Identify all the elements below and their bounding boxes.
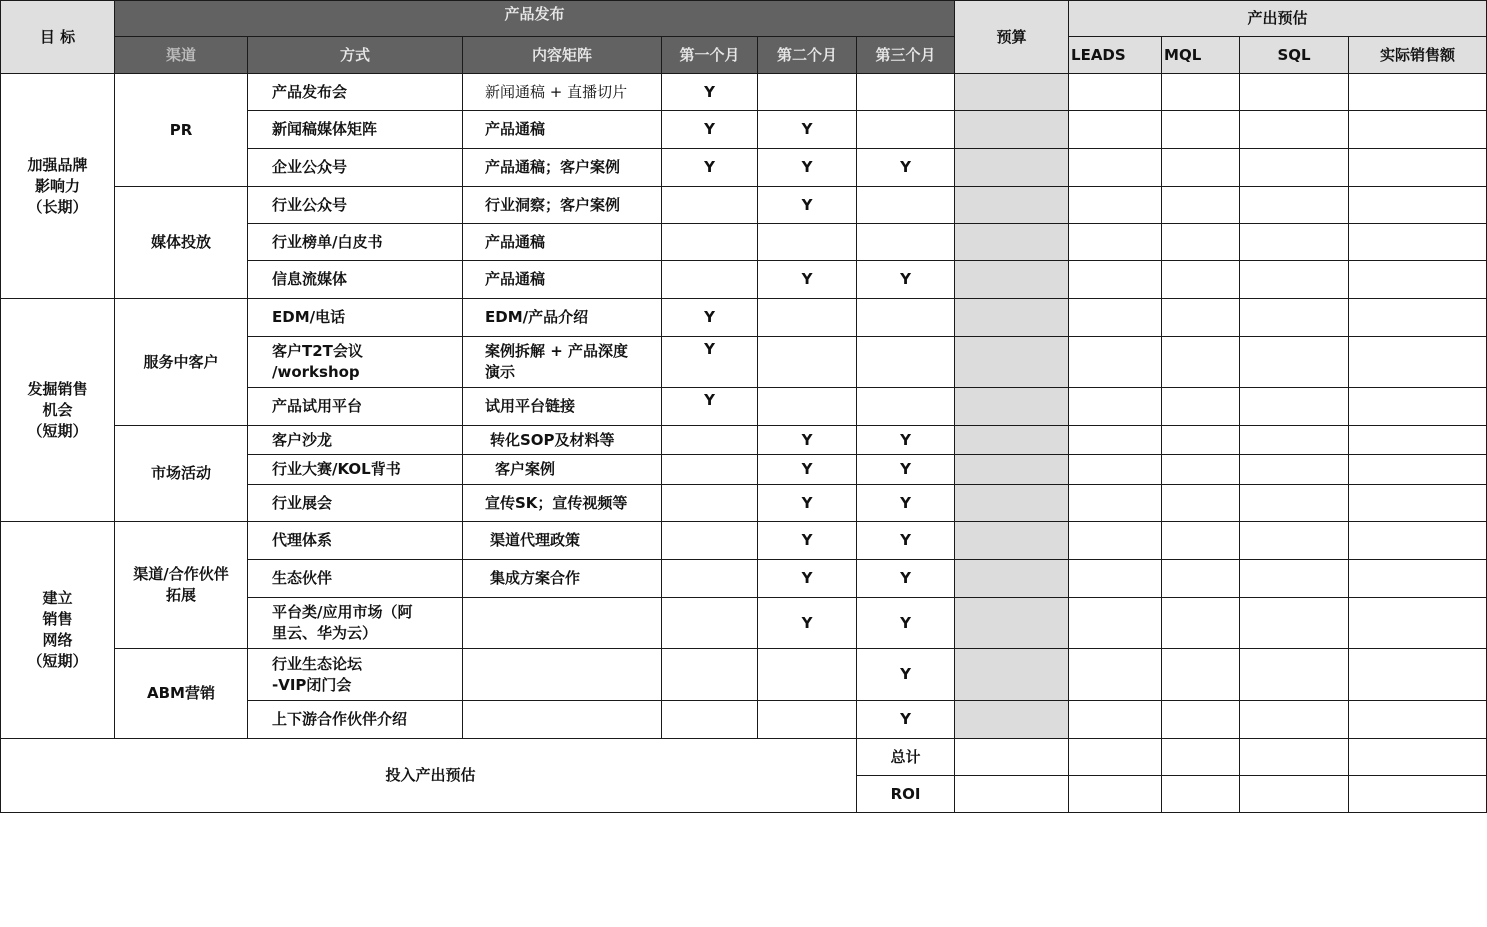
sql-cell[interactable] [1240,426,1349,455]
leads-cell[interactable] [1069,224,1162,261]
budget-cell[interactable] [955,426,1069,455]
leads-cell[interactable] [1069,337,1162,388]
sql-cell[interactable] [1240,649,1349,701]
content-cell: EDM/产品介绍 [463,299,662,337]
budget-cell[interactable] [955,388,1069,426]
table-row [1,522,1487,560]
sql-cell[interactable] [1240,74,1349,111]
goal-header: 目 标 [1,1,115,74]
sql-cell[interactable] [1240,485,1349,522]
leads-cell[interactable] [1069,701,1162,739]
method-cell: 企业公众号 [248,149,463,187]
actual-sales-cell[interactable] [1349,224,1487,261]
leads-cell[interactable] [1069,74,1162,111]
mql-header: MQL [1162,37,1240,74]
month3-cell [857,111,955,149]
month1-cell [662,560,758,598]
sql-cell[interactable] [1240,598,1349,649]
roi-budget-cell[interactable] [955,776,1069,813]
content-cell: 产品通稿 [463,261,662,299]
mql-cell[interactable] [1162,426,1240,455]
actual-sales-cell[interactable] [1349,560,1487,598]
actual-sales-cell[interactable] [1349,299,1487,337]
budget-cell[interactable] [955,261,1069,299]
method-cell: EDM/电话 [248,299,463,337]
month3-cell: Y [857,485,955,522]
channel-pr: PR [115,74,248,187]
content-cell: 渠道代理政策 [463,522,662,560]
month1-cell [662,485,758,522]
budget-cell[interactable] [955,649,1069,701]
mql-cell[interactable] [1162,649,1240,701]
month2-cell [758,299,857,337]
budget-cell[interactable] [955,701,1069,739]
mql-cell[interactable] [1162,337,1240,388]
sql-cell[interactable] [1240,560,1349,598]
total-budget-cell[interactable] [955,739,1069,776]
channel-abm: ABM营销 [115,649,248,739]
month3-cell [857,74,955,111]
month1-cell [662,522,758,560]
month1-cell [662,224,758,261]
month1-cell [662,261,758,299]
content-cell: 产品通稿；客户案例 [463,149,662,187]
leads-cell[interactable] [1069,299,1162,337]
actual-sales-cell[interactable] [1349,74,1487,111]
month1-cell [662,598,758,649]
method-cell: 行业榜单/白皮书 [248,224,463,261]
budget-cell[interactable] [955,455,1069,485]
content-cell: 客户案例 [463,455,662,485]
table-row [1,649,1487,701]
budget-cell[interactable] [955,485,1069,522]
content-cell: 宣传SK；宣传视频等 [463,485,662,522]
roi-label: ROI [857,776,955,813]
mql-cell[interactable] [1162,455,1240,485]
month3-cell: Y [857,598,955,649]
leads-cell[interactable] [1069,426,1162,455]
month3-header: 第三个月 [857,37,955,74]
month3-cell: Y [857,560,955,598]
content-cell: 行业洞察；客户案例 [463,187,662,224]
month1-cell: Y [662,74,758,111]
total-sales-cell[interactable] [1349,739,1487,776]
actual-sales-cell[interactable] [1349,455,1487,485]
roi-leads-cell[interactable] [1069,776,1162,813]
budget-cell[interactable] [955,224,1069,261]
mql-cell[interactable] [1162,522,1240,560]
month2-cell [758,224,857,261]
method-cell: 行业展会 [248,485,463,522]
actual-sales-cell[interactable] [1349,337,1487,388]
month2-cell: Y [758,522,857,560]
channel-media: 媒体投放 [115,187,248,299]
method-cell: 代理体系 [248,522,463,560]
method-cell: 上下游合作伙伴介绍 [248,701,463,739]
leads-cell[interactable] [1069,560,1162,598]
total-leads-cell[interactable] [1069,739,1162,776]
content-cell: 转化SOP及材料等 [463,426,662,455]
month1-cell [662,649,758,701]
method-cell: 平台类/应用市场（阿 里云、华为云） [248,598,463,649]
actual-sales-cell[interactable] [1349,187,1487,224]
month2-cell: Y [758,149,857,187]
method-cell: 产品发布会 [248,74,463,111]
leads-cell[interactable] [1069,388,1162,426]
month2-cell [758,337,857,388]
leads-cell[interactable] [1069,522,1162,560]
content-cell: 新闻通稿 + 直播切片 [463,74,662,111]
month2-cell: Y [758,426,857,455]
budget-cell[interactable] [955,337,1069,388]
table-row [1,74,1487,111]
sql-cell[interactable] [1240,187,1349,224]
channel-header: 渠道 [115,37,248,74]
month3-cell: Y [857,522,955,560]
sql-cell[interactable] [1240,224,1349,261]
sql-cell[interactable] [1240,455,1349,485]
total-sql-cell[interactable] [1240,739,1349,776]
method-cell: 信息流媒体 [248,261,463,299]
month1-cell [662,426,758,455]
leads-cell[interactable] [1069,187,1162,224]
budget-cell[interactable] [955,74,1069,111]
month1-cell [662,701,758,739]
method-cell: 行业生态论坛 -VIP闭门会 [248,649,463,701]
month2-header: 第二个月 [758,37,857,74]
content-cell [463,649,662,701]
month3-cell: Y [857,426,955,455]
month2-cell: Y [758,111,857,149]
leads-cell[interactable] [1069,149,1162,187]
mql-cell[interactable] [1162,111,1240,149]
mql-cell[interactable] [1162,149,1240,187]
actual-sales-header: 实际销售额 [1349,37,1487,74]
goal-brand: 加强品牌 影响力 （长期） [1,74,115,299]
budget-cell[interactable] [955,111,1069,149]
sql-cell[interactable] [1240,149,1349,187]
month3-cell: Y [857,455,955,485]
budget-cell[interactable] [955,299,1069,337]
month1-cell [662,187,758,224]
content-cell: 案例拆解 + 产品深度 演示 [463,337,662,388]
actual-sales-cell[interactable] [1349,522,1487,560]
sql-cell[interactable] [1240,522,1349,560]
content-cell [463,598,662,649]
sql-cell[interactable] [1240,299,1349,337]
actual-sales-cell[interactable] [1349,261,1487,299]
month3-cell: Y [857,649,955,701]
month3-cell: Y [857,149,955,187]
method-cell: 客户T2T会议 /workshop [248,337,463,388]
budget-cell[interactable] [955,560,1069,598]
month1-cell: Y [662,111,758,149]
content-cell [463,701,662,739]
month1-cell: Y [662,149,758,187]
actual-sales-cell[interactable] [1349,649,1487,701]
total-mql-cell[interactable] [1162,739,1240,776]
mql-cell[interactable] [1162,701,1240,739]
month1-cell [662,455,758,485]
content-cell: 试用平台链接 [463,388,662,426]
total-label: 总计 [857,739,955,776]
month1-cell: Y [662,388,758,426]
sql-cell[interactable] [1240,111,1349,149]
leads-cell[interactable] [1069,111,1162,149]
goal-sales-network: 建立 销售 网络 （短期） [1,522,115,739]
sql-cell[interactable] [1240,261,1349,299]
output-estimate-header: 产出预估 [1069,1,1487,37]
leads-cell[interactable] [1069,261,1162,299]
sql-cell[interactable] [1240,337,1349,388]
month2-cell: Y [758,598,857,649]
mql-cell[interactable] [1162,224,1240,261]
budget-cell[interactable] [955,149,1069,187]
actual-sales-cell[interactable] [1349,111,1487,149]
mql-cell[interactable] [1162,485,1240,522]
month2-cell: Y [758,485,857,522]
method-cell: 行业大赛/KOL背书 [248,455,463,485]
product-launch-header: 产品发布 [115,1,955,37]
leads-header: LEADS [1069,37,1162,74]
method-cell: 产品试用平台 [248,388,463,426]
actual-sales-cell[interactable] [1349,426,1487,455]
month3-cell [857,388,955,426]
sql-header: SQL [1240,37,1349,74]
month2-cell: Y [758,560,857,598]
table-row [1,426,1487,455]
goal-sales-opportunity: 发掘销售 机会 （短期） [1,299,115,522]
mql-cell[interactable] [1162,299,1240,337]
leads-cell[interactable] [1069,598,1162,649]
actual-sales-cell[interactable] [1349,149,1487,187]
budget-cell[interactable] [955,522,1069,560]
month1-cell: Y [662,299,758,337]
sql-cell[interactable] [1240,701,1349,739]
method-cell: 生态伙伴 [248,560,463,598]
content-cell: 产品通稿 [463,224,662,261]
budget-cell[interactable] [955,187,1069,224]
footer-total-row [1,739,1487,776]
channel-partners: 渠道/合作伙伴 拓展 [115,522,248,649]
method-cell: 客户沙龙 [248,426,463,455]
channel-existing-customers: 服务中客户 [115,299,248,426]
mql-cell[interactable] [1162,187,1240,224]
actual-sales-cell[interactable] [1349,701,1487,739]
method-cell: 行业公众号 [248,187,463,224]
budget-cell[interactable] [955,598,1069,649]
month2-cell: Y [758,187,857,224]
month3-cell [857,337,955,388]
mql-cell[interactable] [1162,261,1240,299]
month3-cell [857,299,955,337]
month3-cell [857,224,955,261]
month3-cell [857,187,955,224]
month2-cell: Y [758,455,857,485]
table-row [1,299,1487,337]
method-cell: 新闻稿媒体矩阵 [248,111,463,149]
content-cell: 产品通稿 [463,111,662,149]
header-row-1 [1,1,1487,37]
month1-header: 第一个月 [662,37,758,74]
roi-sales-cell[interactable] [1349,776,1487,813]
month1-cell: Y [662,337,758,388]
leads-cell[interactable] [1069,485,1162,522]
mql-cell[interactable] [1162,74,1240,111]
method-header: 方式 [248,37,463,74]
month2-cell [758,74,857,111]
month2-cell [758,701,857,739]
actual-sales-cell[interactable] [1349,485,1487,522]
month2-cell [758,388,857,426]
table-row [1,187,1487,224]
roi-sql-cell[interactable] [1240,776,1349,813]
month2-cell: Y [758,261,857,299]
month3-cell: Y [857,701,955,739]
header-row-2 [1,37,1487,74]
month2-cell [758,649,857,701]
mql-cell[interactable] [1162,388,1240,426]
budget-header: 预算 [955,1,1069,74]
content-matrix-header: 内容矩阵 [463,37,662,74]
content-cell: 集成方案合作 [463,560,662,598]
leads-cell[interactable] [1069,455,1162,485]
roi-mql-cell[interactable] [1162,776,1240,813]
actual-sales-cell[interactable] [1349,388,1487,426]
mql-cell[interactable] [1162,598,1240,649]
month3-cell: Y [857,261,955,299]
input-output-estimate-label: 投入产出预估 [1,739,857,813]
sql-cell[interactable] [1240,388,1349,426]
mql-cell[interactable] [1162,560,1240,598]
leads-cell[interactable] [1069,649,1162,701]
channel-market-events: 市场活动 [115,426,248,522]
actual-sales-cell[interactable] [1349,598,1487,649]
